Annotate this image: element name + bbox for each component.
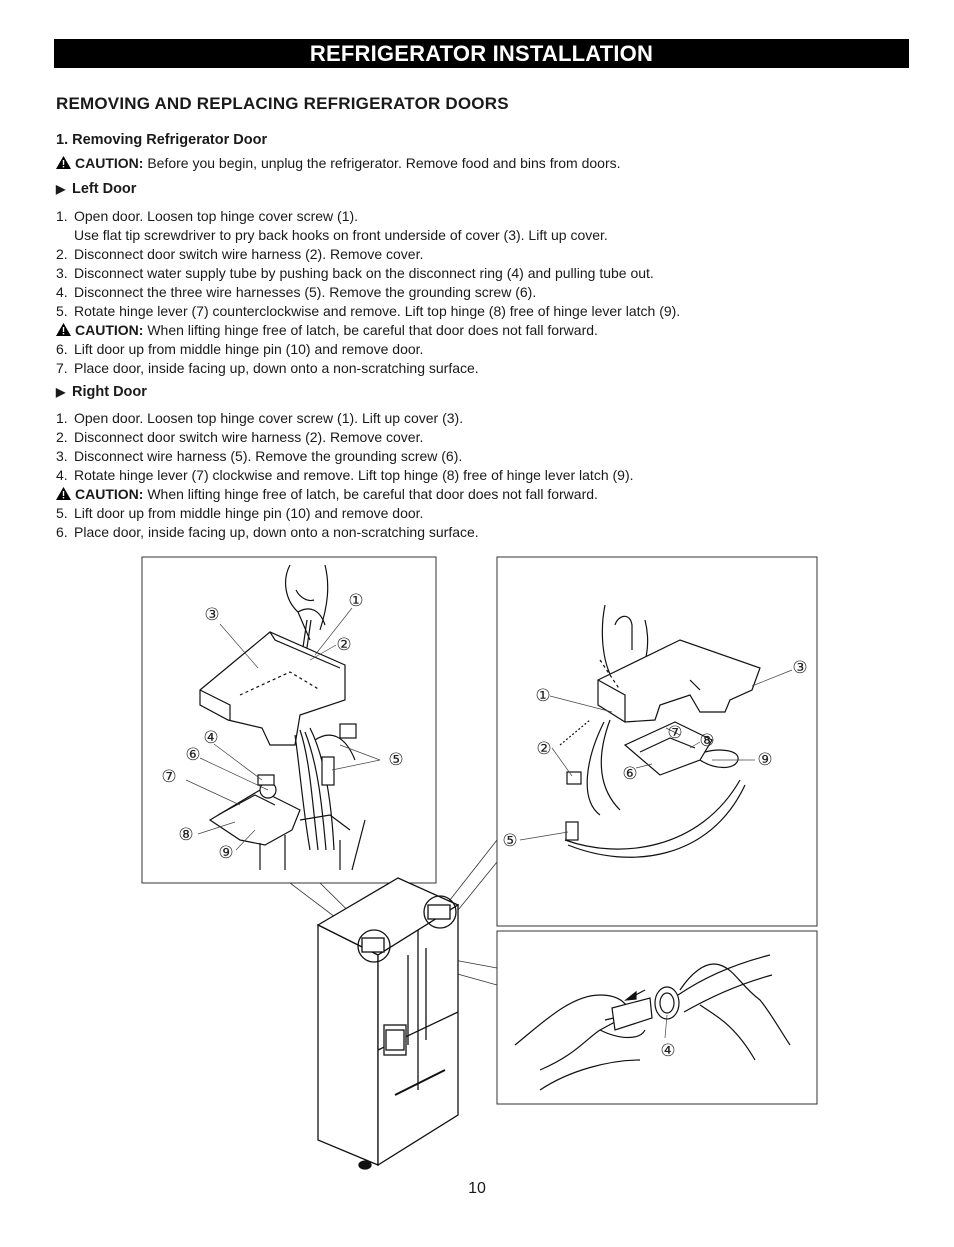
callout-label: ① — [348, 591, 364, 610]
step-text: Rotate hinge lever (7) clockwise and remove. Lift top hinge (8) free of hinge lever latch (9). — [74, 467, 634, 483]
caution-text: When lifting hinge free of latch, be careful that door does not fall forward. — [147, 322, 598, 338]
step-number: 2. — [56, 429, 68, 445]
step-text: Use flat tip screwdriver to pry back hooks on front underside of cover (3). Lift up cover. — [74, 227, 608, 243]
callout-label: ⑧ — [699, 731, 715, 750]
callout-label: ⑧ — [178, 825, 194, 844]
water-tube-detail-box — [497, 931, 817, 1104]
step-number: 4. — [56, 467, 68, 483]
callout-label: ⑨ — [757, 750, 773, 769]
caution-label: CAUTION: — [75, 322, 144, 338]
step-text: Disconnect door switch wire harness (2). Remove cover. — [74, 429, 424, 445]
step-number: 2. — [56, 246, 68, 262]
step-text: Place door, inside facing up, down onto a non-scratching surface. — [74, 360, 479, 376]
step-number: 5. — [56, 505, 68, 521]
step-number: 4. — [56, 284, 68, 300]
step-number: 5. — [56, 303, 68, 319]
step-number: 3. — [56, 448, 68, 464]
callout-label: ② — [536, 739, 552, 758]
callout-label: ③ — [204, 605, 220, 624]
caution-label: CAUTION: — [75, 486, 144, 502]
callout-label: ⑥ — [185, 745, 201, 764]
step-number: 6. — [56, 524, 68, 540]
step-number: 6. — [56, 341, 68, 357]
page-banner: REFRIGERATOR INSTALLATION — [54, 39, 909, 68]
step-text: Disconnect wire harness (5). Remove the grounding screw (6). — [74, 448, 463, 464]
caution-text: Before you begin, unplug the refrigerator. Remove food and bins from doors. — [147, 155, 621, 171]
callout-label: ⑨ — [218, 843, 234, 862]
tube-callouts — [660, 1041, 675, 1060]
step-number: 3. — [56, 265, 68, 281]
callout-label: ⑤ — [502, 831, 518, 850]
triangle-arrow-icon: ▶ — [56, 182, 66, 196]
step-text: Lift door up from middle hinge pin (10) and remove door. — [74, 341, 424, 357]
callout-label: ⑦ — [667, 723, 683, 742]
right-door-title-text: Right Door — [72, 384, 147, 400]
caution-text: When lifting hinge free of latch, be careful that door does not fall forward. — [147, 486, 598, 502]
refrigerator-drawing — [318, 878, 458, 1169]
page-number: 10 — [468, 1180, 486, 1197]
step-text: Disconnect water supply tube by pushing back on the disconnect ring (4) and pulling tube out. — [74, 265, 654, 281]
section-title: REMOVING AND REPLACING REFRIGERATOR DOORS — [56, 94, 509, 113]
callout-label: ③ — [792, 658, 808, 677]
step-number: 1. — [56, 410, 68, 426]
callout-label: ⑤ — [388, 750, 404, 769]
caution-label: CAUTION: — [75, 155, 144, 171]
callout-label: ② — [336, 635, 352, 654]
callout-label: ④ — [660, 1041, 676, 1060]
step-text: Open door. Loosen top hinge cover screw (1). — [74, 208, 359, 224]
step-text: Open door. Loosen top hinge cover screw (1). Lift up cover (3). — [74, 410, 464, 426]
step-text: Disconnect the three wire harnesses (5). Remove the grounding screw (6). — [74, 284, 537, 300]
step-text: Place door, inside facing up, down onto a non-scratching surface. — [74, 524, 479, 540]
step-text: Disconnect door switch wire harness (2). Remove cover. — [74, 246, 424, 262]
callout-label: ④ — [203, 728, 219, 747]
sub-title: 1. Removing Refrigerator Door — [56, 132, 268, 148]
callout-label: ⑦ — [161, 767, 177, 786]
step-text: Rotate hinge lever (7) counterclockwise and remove. Lift top hinge (8) free of hinge lever latch (9). — [74, 303, 681, 319]
left-door-title-text: Left Door — [72, 181, 137, 197]
step-text: Lift door up from middle hinge pin (10) and remove door. — [74, 505, 424, 521]
triangle-arrow-icon: ▶ — [56, 385, 66, 399]
callout-label: ① — [535, 686, 551, 705]
step-number: 1. — [56, 208, 68, 224]
step-number: 7. — [56, 360, 68, 376]
callout-label: ⑥ — [622, 764, 638, 783]
